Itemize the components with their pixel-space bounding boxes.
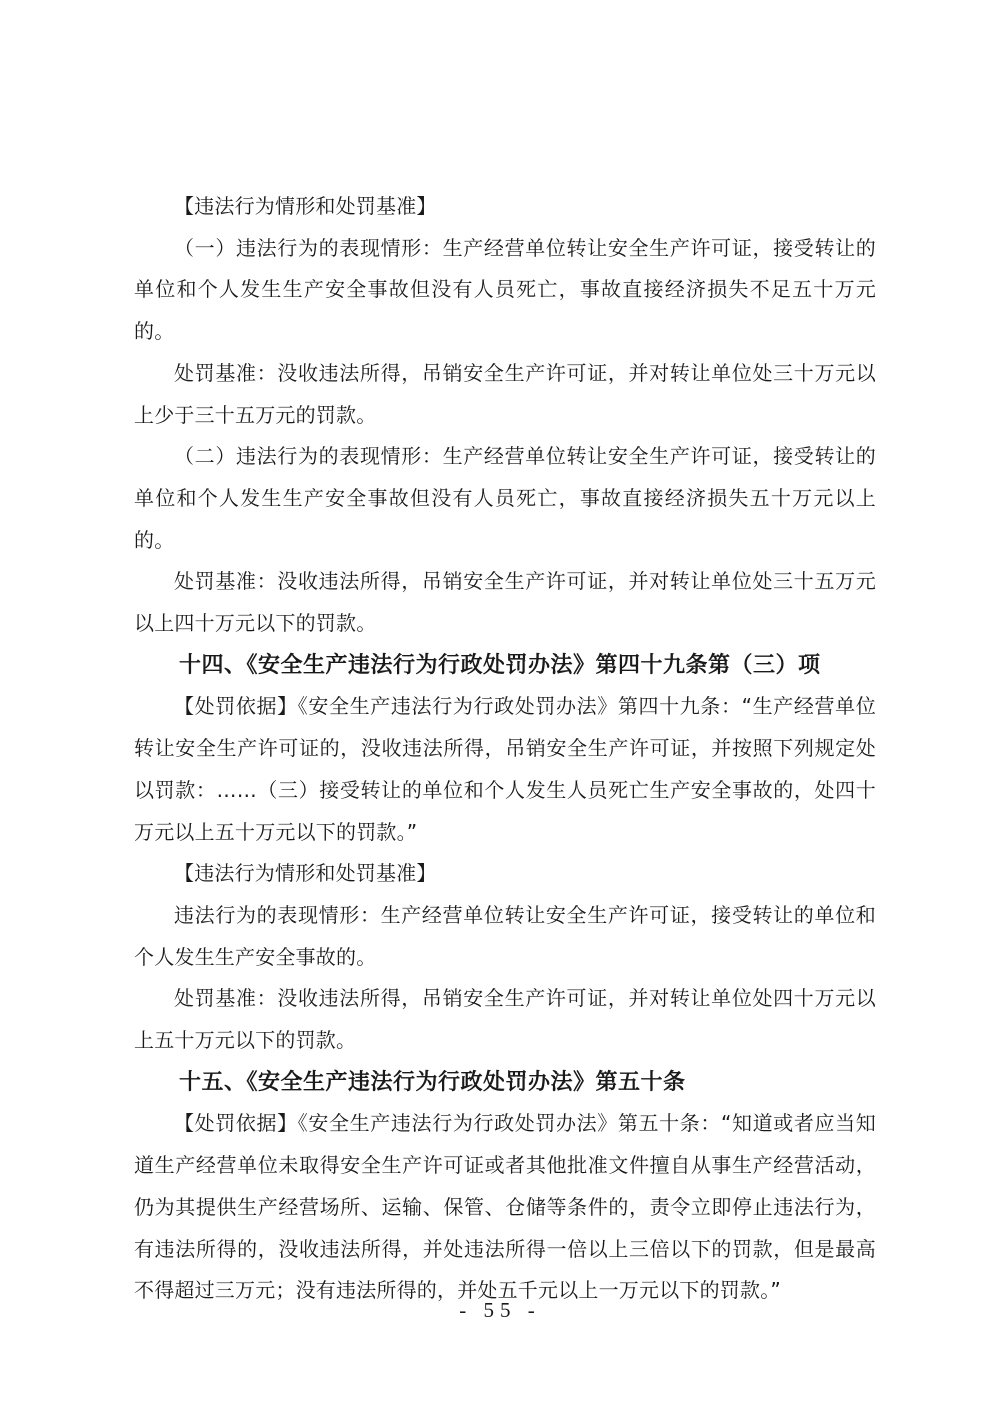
- section-heading-14: 十四、《安全生产违法行为行政处罚办法》第四十九条第（三）项: [179, 651, 821, 678]
- violation-case-1: （一）违法行为的表现情形：生产经营单位转让安全生产许可证，接受转让的单位和个人发生生产安全事故但没有人员死亡，事故直接经济损失不足五十万元的。: [134, 235, 876, 344]
- document-body: [134, 186, 876, 1312]
- penalty-standard-1: 处罚基准：没收违法所得，吊销安全生产许可证，并对转让单位处三十万元以上少于三十五万元的罚款。: [134, 360, 876, 427]
- section-heading-15: 十五、《安全生产违法行为行政处罚办法》第五十条: [179, 1068, 686, 1095]
- penalty-standard-2: 处罚基准：没收违法所得，吊销安全生产许可证，并对转让单位处三十五万元以上四十万元以下的罚款。: [134, 569, 876, 636]
- section-subheading: 【违法行为情形和处罚基准】: [174, 194, 437, 218]
- penalty-basis-15: 【处罚依据】《安全生产违法行为行政处罚办法》第五十条：“知道或者应当知道生产经营单位未取得安全生产许可证或者其他批准文件擅自从事生产经营活动，仍为其提供生产经营场所、运输、保管、仓储等条件的，责令立即停止违法行为，有违法所得的，没收违法所得，并处违法所得一倍以上三倍以下的罚款，但是最高不得超过三万元；没有违法所得的，并处五千元以上一万元以下的罚款。”: [134, 1111, 876, 1303]
- penalty-standard-14: 处罚基准：没收违法所得，吊销安全生产许可证，并对转让单位处四十万元以上五十万元以下的罚款。: [134, 986, 876, 1053]
- penalty-basis-14: 【处罚依据】《安全生产违法行为行政处罚办法》第四十九条：“生产经营单位转让安全生产许可证的，没收违法所得，吊销安全生产许可证，并按照下列规定处以罚款：……（三）接受转让的单位和个人发生人员死亡生产安全事故的，处四十万元以上五十万元以下的罚款。”: [134, 694, 876, 844]
- violation-case-14: 违法行为的表现情形：生产经营单位转让安全生产许可证，接受转让的单位和个人发生生产安全事故的。: [134, 902, 876, 969]
- section-subheading: 【违法行为情形和处罚基准】: [174, 861, 437, 886]
- violation-case-2: （二）违法行为的表现情形：生产经营单位转让安全生产许可证，接受转让的单位和个人发生生产安全事故但没有人员死亡，事故直接经济损失五十万元以上的。: [134, 444, 876, 552]
- page-number: - 55 -: [459, 1298, 541, 1322]
